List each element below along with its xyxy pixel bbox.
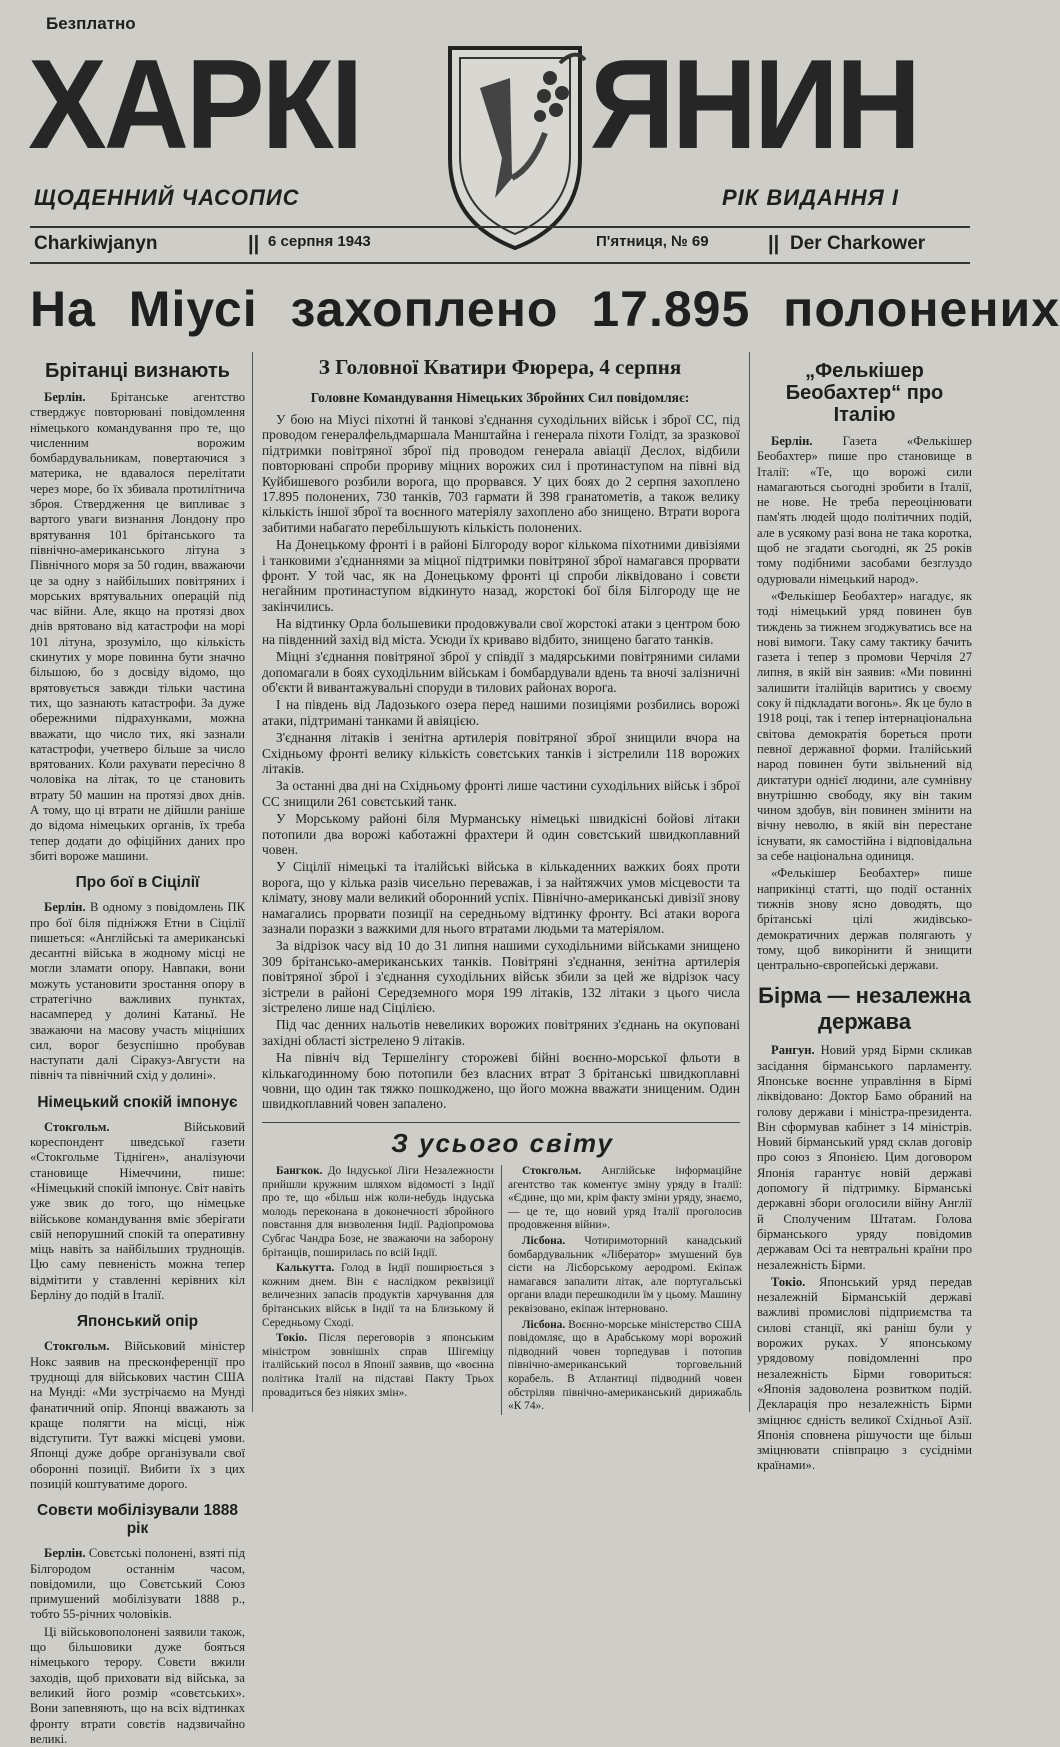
communique-subtitle: Головне Командування Німецьких Збройних Сил повідомляє:: [310, 390, 690, 405]
rule-top: [30, 226, 970, 228]
article-body: «Фелькішер Беобахтер» нагадує, як тоді німецький уряд повинен був тиждень за тижнем згоджуватись все на нові вимоги. Таку саму тактику бачить газета і тепер з промови Черчіля 27 липня, в якій він заявив: «Ми повинні залишити італійців варитись у своєму соку й підкладати вогонь». Як це було в 1918 році, так і тепер інтернаціональна світова демократія бореться проти певної державної форми. Італійський народ повинен бути звільнений від диктатури однієї людини, але сумнівну внутрішню свободу, яку він таким чином здобув, він повинен змінити на вічну неволю, в якій він перестане існувати, як самостійна і відповідальна за себе національна одиниця.: [757, 588, 972, 864]
dateline-german-title: Der Charkower: [790, 233, 926, 254]
subtitle-year: РІК ВИДАННЯ I: [722, 185, 899, 210]
communique-body: [262, 412, 740, 1124]
dateline-issue: П'ятниця, № 69: [596, 233, 709, 250]
paragraph: На Донецькому фронті і в районі Білгороду ворог кількома піхотними дивізіями і танковими з'єднаннями за міцної підтримки повітряної зброї намагався прорвати фронт. У той час, як на Донецькому фронті ці спроби ліквідовано і совєти негайним протинаступом відкинуто назад, жорстокі бої біля Білгороду ще не закінчились.: [262, 537, 740, 614]
news-item: Лісбона. Воєнно-морське міністерство США повідомляє, що в Арабському морі ворожий підводний човен торпедував і потопив північно-американський торговельний корабель. В Атлантиці підводний човен обстріляв північно-американський дирижабль «К 74».: [508, 1318, 742, 1413]
masthead: [28, 33, 972, 188]
paragraph: Міцні з'єднання повітряної зброї у співдії з мадярськими повітряними силами допомагали в боях суходільним військам і бомбардували вдень та вночі залізничні об'єкти й вивантажувальні споруди в тилових районах ворога.: [262, 649, 740, 695]
world-column-right: [508, 1165, 742, 1415]
dateline-separator: ||: [248, 233, 260, 255]
article-body: Стокгольм. Військовий міністер Нокс заявив на пресконференції про труднощі для військових частин США на Мунді: «Ми зустрічаємо на Мунді фанатичний опір. Японці вважають за краще полягти на місці, ніж відступити. Тут важкі місцеві умови. Японці дуже добре організували свої оборонні позиції. Вибити їх з цих позицій коштуватиме дорого.: [30, 1339, 245, 1491]
title-right: ЯНИН: [590, 33, 919, 177]
article-title: Совєти мобілізували 1888 рік: [37, 1502, 238, 1538]
article-body: Рангун. Новий уряд Бірми скликав засідання бірманського парламенту. Японське воєнне управління в Бірмі ліквідовано: Доктор Бамо обраний на голову держави і міністра-президента. Він сформував кабінет з 14 міністрів. Новий бірманський уряд склав договір про союз з Японією. Цим договором Японія гарантує новій державі допомогу й підтримку. Бірманські державні збори оголосили війну Англії й Сполученим Штатам. Голова бірманського уряду повідомив державам Осі та невтральні країни про незалежність Бірми.: [757, 1043, 972, 1272]
world-news-title: З усього світу: [391, 1128, 614, 1158]
right-column: [757, 350, 972, 1473]
article-body: Стокгольм. Військовий кореспондент шведської газети «Стокгольме Тідніген», аналізуючи становище Німеччини, пише: «Німецький спокій імпонує. Світ навіть уже звик до того, що німецьке військове командування вміє зберігати свій непорушний спокій та оперативну міць навіть за найбільших труднощів. Цю саму певненість можна тепер відмітити у ставленні керівних кіл Берліну до подій в Італії.: [30, 1119, 245, 1303]
free-label: Безплатно: [46, 14, 136, 33]
paragraph: За останні два дні на Східньому фронті лише частини суходільних військ і зброї СС знищили 261 совєтський танк.: [262, 778, 740, 809]
communique-title: З Головної Кватири Фюрера, 4 серпня: [318, 355, 682, 379]
article-title: Про бої в Сіцілії: [75, 874, 200, 892]
dateline-latin-title: Charkiwjanyn: [34, 233, 158, 254]
article-title: „Фелькішер Беобахтер“ про Італію: [785, 360, 944, 426]
section-rule: [262, 1122, 740, 1123]
article-body: Берлін. Брітанське агентство стверджує повторювані повідомлення німецького командування про те, що численним ворожим бомбардувальникам, повертаючися з материка, не вдавалося перелітати через море, бо їх збивала протилітнича зброя. Ствердження це випливає з вартого уваги визнання Лондону про врятування 101 брітанського та північно-американського літуна з Північного моря за 50 годин, вважаючи це за одну з найбільших повітряних і морських врятувальних операцій під час війни. Але, якщо на протязі двох днів врятовано від катастрофи на морі 101 літуна, зрозуміло, що кількість скинутих у море повинна бути значно більшою, бо з досвіду відомо, що врятовується завжди тільки частина тих, що зазнають катастрофи. За дуже обережними підрахунками, можна вважати, що число тих, які зазнали катастрофи, учетверо більше за число врятованих. Коли рахувати пересічно 8 чоловіка на літак, то це становить втрату 50 машин на протязі двох днів. А тому, що ці втрати не дійшли раніше до відома німецьких органів, їх треба тепер додати до офіційних даних про збиті вороже машини.: [30, 390, 245, 863]
paragraph: І на південь від Ладозького озера перед нашими позиціями розбились ворожі атаки, підтримані танками й авіяцією.: [262, 697, 740, 728]
paragraph: У Сіцілії німецькі та італійські війська в кількаденних важких боях проти ворога, що у кілька разів чисельно переважав, і за найтяжчих умов місцевости та клімату, знову мали великий оборонний успіх. Північно-американські дивізії знову намагались прорвати позиції на середньому відтинку фронту. Всі атаки ворога зазнали поразки з важкими для нього втратами людьми та матеріялом.: [262, 859, 740, 936]
paragraph: На відтинку Орла большевики продовжували свої жорстокі атаки з центром бою на південний захід від міста. Усюди їх криваво відбито, знищено багато танків.: [262, 616, 740, 647]
article-body: Токіо. Японський уряд передав незалежній Бірманській державі важливі промислові підприємства та силові станції, які раніш були у ворожих руках. У японському урядовому повідомленні про незалежність Бірми говориться: «Японія задоволена розвитком подій. Декларація про незалежність Бірми зміцнює єдність великої Східньої Азії. Японія сповнена рішучости ще більш зміцнювати співпрацю з сусідніми країнами».: [757, 1274, 972, 1473]
article-body: Ці військовополонені заявили також, що більшовики дуже бояться німецького терору. Совєти вжили заходів, щоб приховати від війська, за великий його розмір «совєтських». Вони запевняють, що на всіх відтинках фронту втрати совєтів надзвичайно великі.: [30, 1624, 245, 1746]
paragraph: У Морському районі біля Мурманську німецькі швидкісні бойові літаки потопили два ворожі каботажні фрахтери й один совєтський швидкоплавний човен.: [262, 811, 740, 857]
article-title: Брітанці визнають: [45, 360, 230, 382]
dateline: [30, 233, 970, 261]
left-column: [30, 350, 245, 1746]
article-body: Берлін. Совєтські полонені, взяті під Білгородом останнім часом, повідомили, що Совєтський Союз примушений мобілізувати 1888 р., тобто 55-річних чоловіків.: [30, 1546, 245, 1622]
news-item: Стокгольм. Англійське інформаційне агентство так коментує зміну уряду в Італії: «Єдине, що ми, крім факту зміни уряду, знаємо, — це те, що новий уряд Італії проголосив продовження війни».: [508, 1165, 742, 1232]
paragraph: На північ від Тершелінгу сторожеві бійні воєнно-морської фльоти в кількагодинному бою потопили без власних втрат 3 брітанські швидкоплавні човни, що один так тяжко пошкоджено, що його можна вважати знищеним. Один швидкоплавний човен запалено.: [262, 1050, 740, 1112]
article-title: Німецький спокій імпонує: [37, 1093, 238, 1111]
paragraph: Під час денних нальотів невеликих ворожих повітряних з'єднань на окуповані західні області зістрелено 9 літаків.: [262, 1017, 740, 1048]
news-item: Бангкок. До Індуської Ліги Незалежности прийшли кружним шляхом відомості з Індії про те, що «більш ніж коли-небудь індуська молодь переконана в доконечності збройного повстання для визволення Індії. Радіопромова Субгас Чандра Бозе, не зважаючи на заборону брітанців, поширилась по всій Індії.: [262, 1165, 494, 1259]
dateline-date: 6 серпня 1943: [268, 233, 371, 250]
article-title: Бірма — незалежна держава: [758, 983, 971, 1035]
rule-bottom: [30, 262, 970, 264]
news-item: Калькутта. Голод в Індії поширюється з кожним днем. Він є наслідком реквізиції величезних запасів продуктів харчування для брітанських військ в Індії та на Близькому й Середньому Сході.: [262, 1262, 494, 1329]
column-divider: [749, 352, 750, 1412]
dateline-separator: ||: [768, 233, 780, 255]
article-body: Берлін. Газета «Фелькішер Беобахтер» пише про становище в Італії: «Те, що ворожі сили намагаються сьогодні зробити в Італії, не нове. Не треба переоцінювати пам'ять людей щодо політичних подій, але в усякому разі вона не така коротка, щоб не згадати сьогодні, як 25 років тому подібними засобами безглуздо одурювали німецький народ».: [757, 434, 972, 586]
subtitle-daily: ЩОДЕННИЙ ЧАСОПИС: [34, 185, 300, 210]
article-body: «Фелькішер Беобахтер» пише наприкінці статті, що події останніх тижнів знову ясно доводять, що брітанські цілі жидівсько-демократичних держав полягають у тому, щоб викорінити й знищити центрально-європейські держави.: [757, 866, 972, 973]
article-title: Японський опір: [76, 1313, 199, 1331]
news-item: Лісбона. Чотиримоторний канадський бомбардувальник «Лібератор» змушений був сісти на Лісборському аеродромі. Екіпаж намагався запалити літак, але португальські органи влади перешкодили їм у цьому. Машину реквізовано, екіпаж інтерновано.: [508, 1234, 742, 1315]
world-column-left: [262, 1165, 494, 1415]
paragraph: З'єднання літаків і зенітна артилерія повітряної зброї знищили вчора на Східньому фронті велику кількість совєтських танків і зістрелили 118 ворожих літаків.: [262, 730, 740, 776]
paragraph: За відрізок часу від 10 до 31 липня нашими суходільними військами знищено 309 брітансько-американських танків. Повітряні з'єднання, зенітна артилерія повітряної зброї і з'єднання суходільних військ збили за цей же відрізок часу зістрели в районі Середземного моря 199 літаків, 132 літаки з цього числа зістрелено лише над Сіцілією.: [262, 938, 740, 1016]
column-divider: [252, 352, 253, 1412]
coat-of-arms-icon: [440, 38, 590, 258]
title-left: ХАРКІ: [28, 33, 361, 177]
main-headline: На Міусі захоплено 17.895 полонених: [30, 281, 1060, 337]
news-item: Токіо. Після переговорів з японським міністром зовнішніх справ Шігеміцу італійський посол в Японії заявив, що «воєнна політика Італії на підставі Пакту Трьох провадиться без ніяких змін».: [262, 1332, 494, 1399]
column-divider: [501, 1165, 502, 1415]
paragraph: У бою на Міусі піхотні й танкові з'єднання суходільних військ і зброї СС, під проводом генералфельдмаршала Манштайна і генерала піхоти Голідт, за зразкової підтримки повітряної зброї під проводом генерала авіації Деслох, відбили повторювані спроби прориву міцних ворожих сил і протинаступом на півні від Куйбишевого розбили ворога, що прорвався. У цих боях до 2 серпня захоплено 17.895 полонених, 730 танків, 703 гармати й 398 гранатометів, а також велику кількість іншої зброї та воєнного матеріялу захоплено або знищено. Втрати ворога забитими набагато перебільшують кількість полонених.: [262, 412, 740, 535]
article-body: Берлін. В одному з повідомлень ПК про бої біля підніжжя Етни в Сіцілії пишеться: «Англійські та американські десантні війська в жодному місці не могли зламати опору. Навпаки, вони можуть установити зростання опору в стратегічно важливих пунктах, насамперед у долині Катаньї. Не зважаючи на масову участь міцніших сил, ворог безуспішно пробував наступати далі Сіракуз-Августи на північ та північний схід у долині».: [30, 900, 245, 1083]
